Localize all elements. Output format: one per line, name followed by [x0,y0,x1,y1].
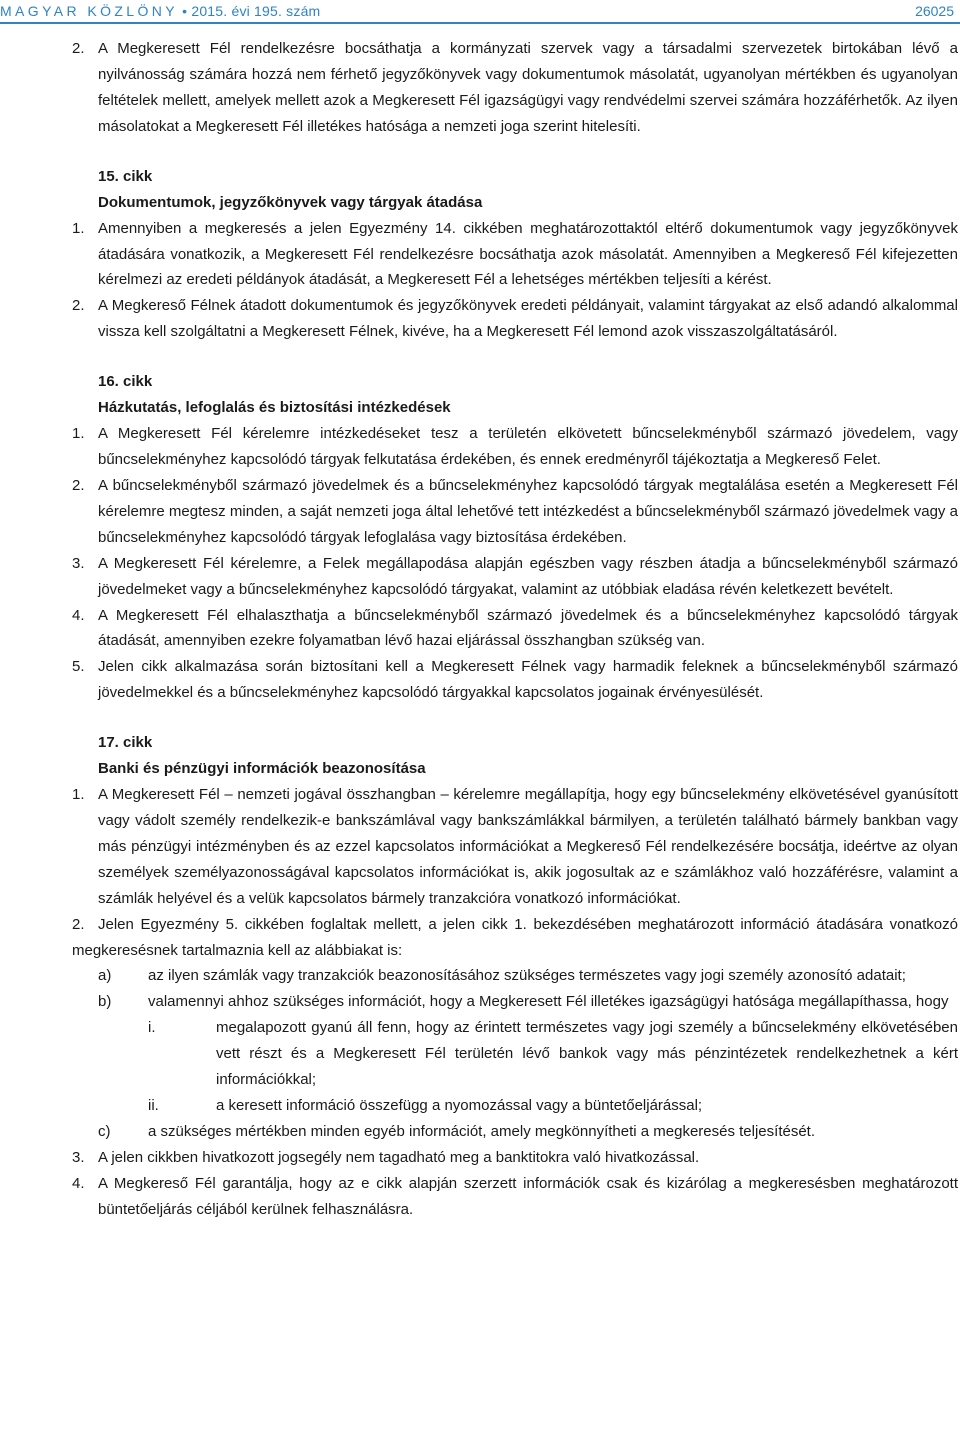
article-title: Házkutatás, lefoglalás és biztosítási intézkedések [98,399,451,417]
paragraph [0,1145,958,1171]
list-item [0,963,958,989]
journal-name: MAGYAR KÖZLÖNY [0,3,179,19]
sub-list-item-marker: ii. [148,1097,159,1114]
paragraph [0,421,958,473]
paragraph-number: 4. [72,606,85,624]
paragraph-number: 3. [72,1148,85,1166]
paragraph [0,293,958,345]
paragraph [0,473,958,551]
sub-list-item-marker: i. [148,1019,156,1037]
issue-label: 2015. évi 195. szám [191,3,321,19]
list-item-marker: b) [98,993,112,1011]
article-heading: 16. cikk [98,373,153,391]
list-item-text: az ilyen számlák vagy tranzakciók beazonosításához szükséges természetes vagy jogi személy azonosító adatait; [148,967,906,985]
header-bullet: • [182,3,188,19]
list-item [0,1119,958,1145]
paragraph [0,36,958,140]
list-item-marker: a) [98,967,112,985]
sub-list-item-text: megalapozott gyanú áll fenn, hogy az érintett természetes vagy jogi személy a bűncselekmény elkövetésében vett részt és a Megkeresett Fél területén lévő bankok vagy más pénzintézetek rendelkezhetnek a kért információkkal; [216,1019,958,1089]
paragraph-text: A Megkeresett Fél rendelkezésre bocsáthatja a kormányzati szervek vagy a társadalmi szervezetek birtokában lévő a nyilvánosság számára hozzá nem férhető jegyzőkönyvek vagy dokumentumok másolatát, ugyanolyan mértékben és ugyanolyan feltételek mellett, amelyek mellett azok a Megkeresett Fél igazságügyi vagy rendvédelmi szervei számára hozzáférhetők. Az ilyen másolatokat a Megkeresett Fél illetékes hatósága a nemzeti joga szerint hitelesíti. [98,40,958,135]
article-heading: 15. cikk [98,167,153,185]
paragraph-text: A Megkereső Félnek átadott dokumentumok és jegyzőkönyvek eredeti példányait, valamint tárgyakat az első adandó alkalommal vissza kell szolgáltatni a Megkeresett Félnek, kivéve, ha a Megkeresett Fél lemond azok visszaszolgáltatásáról. [98,297,958,341]
paragraph-number: 3. [72,554,85,572]
paragraph [0,782,958,912]
paragraph-number: 2. [72,297,85,315]
paragraph-text: A bűncselekményből származó jövedelmek és a bűncselekményhez kapcsolódó tárgyak megtalálása esetén a Megkeresett Fél kérelemre megtesz minden, a saját nemzeti joga által lehetővé tett intézkedést a bűncselekményből származó jövedelmek vagy a bűncselekményhez kapcsolódó tárgyak lefoglalása vagy biztosítása érdekében. [98,476,958,546]
paragraph-number: 1. [72,786,85,804]
paragraph-number: 2. [72,476,85,494]
paragraph-number: 2. [72,40,85,57]
paragraph-text: A jelen cikkben hivatkozott jogsegély nem tagadható meg a banktitokra való hivatkozással. [98,1148,700,1166]
header-rule [0,22,960,24]
sub-list-item-text: a keresett információ összefügg a nyomozással vagy a büntetőeljárással; [216,1097,703,1114]
paragraph-text: Amennyiben a megkeresés a jelen Egyezmény 14. cikkében meghatározottaktól eltérő dokumentumok vagy jegyzőkönyvek átadására vonatkozik, a Megkeresett Fél rendelkezésre bocsáthatja azok másolatát. Amennyiben a Megkereső Fél kifejezetten kérelmezi az eredeti példányok átadását, a Megkeresett Fél a lehetséges mértékben teljesíti a kérést. [98,219,958,289]
paragraph [0,912,958,964]
list-item-marker: c) [98,1122,111,1140]
paragraph [0,551,958,603]
paragraph [0,654,958,706]
article-title: Banki és pénzügyi információk beazonosítása [98,760,426,778]
paragraph-text: A Megkereső Fél garantálja, hogy az e cikk alapján szerzett információk csak és kizárólag a megkeresésben meghatározott büntetőeljárás céljából kerülnek felhasználásra. [98,1174,958,1218]
header-journal [0,3,320,19]
paragraph-number: 2. [72,915,85,933]
article-heading: 17. cikk [98,734,153,752]
paragraph-text: A Megkeresett Fél kérelemre, a Felek megállapodása alapján egészben vagy részben átadja a bűncselekményből származó jövedelmeket vagy a bűncselekményhez kapcsolódó tárgyakat, valamint az utóbbiak eladása révén keletkezett bevételt. [98,554,958,598]
paragraph-number: 5. [72,658,85,676]
paragraph-number: 1. [72,219,85,237]
page-number: 26025 [915,3,954,19]
sub-list-item [0,1015,958,1093]
list-item-text: a szükséges mértékben minden egyéb információt, amely megkönnyítheti a megkeresés teljesítését. [148,1122,816,1140]
paragraph [0,216,958,294]
list-item-text: valamennyi ahhoz szükséges információt, hogy a Megkeresett Fél illetékes igazságügyi hatósága megállapíthassa, hogy [148,993,949,1011]
paragraph-text: Jelen Egyezmény 5. cikkében foglaltak mellett, a jelen cikk 1. bekezdésében meghatározott információ átadására vonatkozó megkeresésnek tartalmaznia kell az alábbiakat is: [72,915,958,959]
sub-list-item [0,1093,958,1119]
paragraph [0,603,958,655]
document-body [0,36,958,1223]
page-header [0,0,960,22]
paragraph [0,1171,958,1223]
paragraph-text: Jelen cikk alkalmazása során biztosítani kell a Megkeresett Félnek vagy harmadik feleknek a bűncselekményből származó jövedelmekkel és a bűncselekményhez kapcsolódó tárgyakkal kapcsolatos jogainak érvényesülését. [98,658,958,702]
paragraph-number: 4. [72,1174,85,1192]
paragraph-number: 1. [72,425,85,443]
paragraph-text: A Megkeresett Fél kérelemre intézkedéseket tesz a területén elkövetett bűncselekményből származó jövedelem, vagy bűncselekményhez kapcsolódó tárgyak felkutatása érdekében, és ennek eredményről tájékoztatja a Megkereső Felet. [98,425,958,469]
paragraph-text: A Megkeresett Fél – nemzeti jogával összhangban – kérelemre megállapítja, hogy egy bűncselekmény elkövetésével gyanúsított vagy vádolt személy rendelkezik-e bankszámlával vagy bankszámlákkal bármilyen, a területén található bármely bankban vagy más pénzügyi intézményben és az ezzel kapcsolatos információkat a Megkereső Fél rendelkezésére bocsátja, ideértve az olyan személyek személyazonosságával kapcsolatos információkat is, akik jogosultak az e számlákhoz való hozzáférésre, valamint a számlák helyével és a velük kapcsolatos bármely tranzakcióra vonatkozó információkat. [98,786,958,907]
list-item [0,989,958,1015]
paragraph-text: A Megkeresett Fél elhalaszthatja a bűncselekményből származó jövedelmek és a bűncselekményhez kapcsolódó tárgyak átadását, amennyiben ezekre folyamatban lévő hazai eljárással összhangban szükség van. [98,606,958,650]
article-title: Dokumentumok, jegyzőkönyvek vagy tárgyak átadása [98,193,483,211]
